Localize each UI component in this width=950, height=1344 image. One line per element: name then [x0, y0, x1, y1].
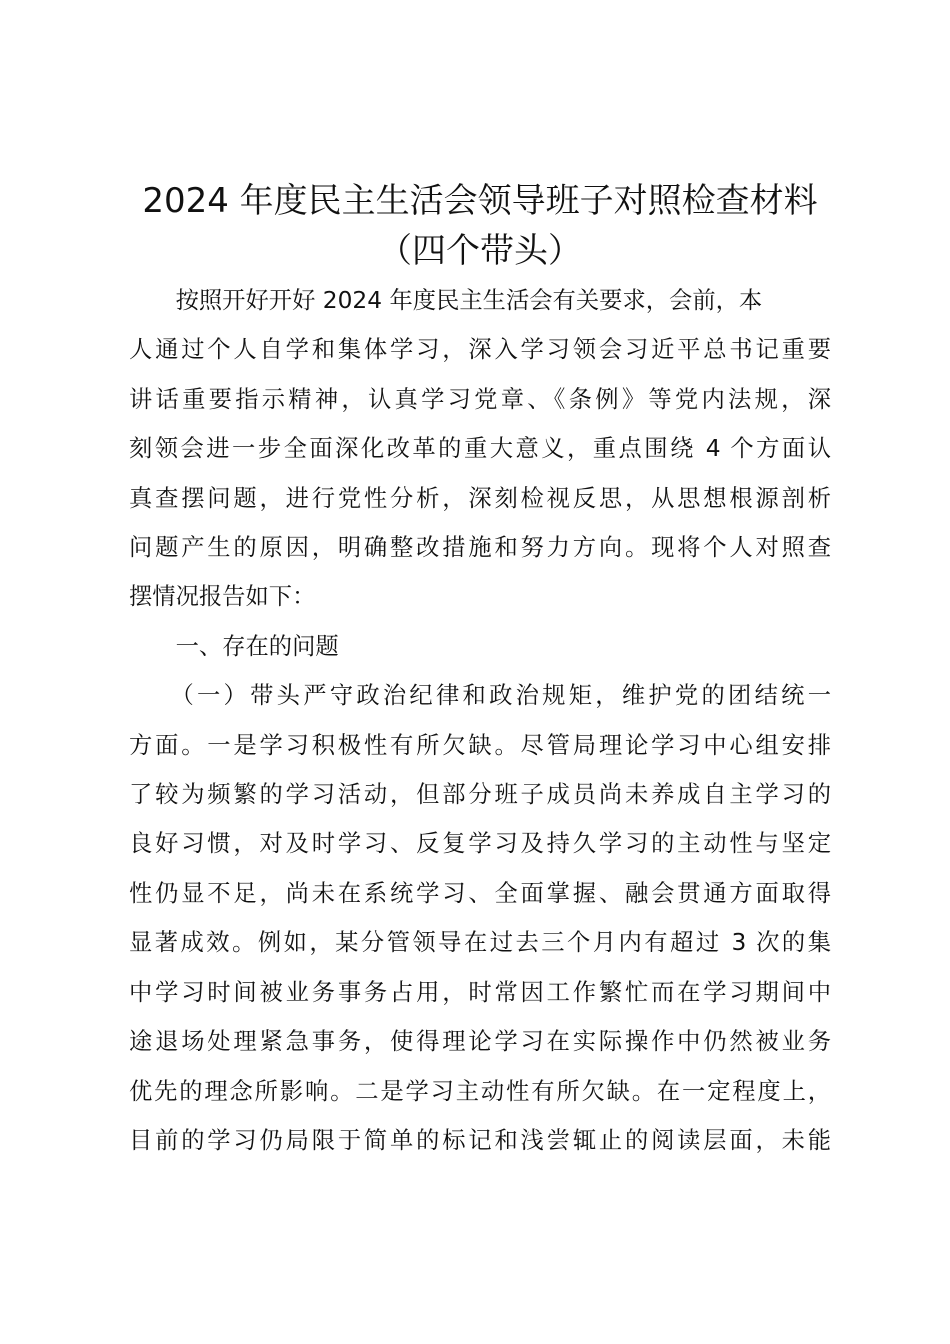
paragraph-section-1-line: 优先的理念所影响。二是学习主动性有所欠缺。在一定程度上， [129, 1077, 831, 1105]
paragraph-section-1-line: （一）带头严守政治纪律和政治规矩，维护党的团结统一 [129, 682, 831, 710]
document-title [120, 176, 840, 276]
paragraph-intro-line: 刻领会进一步全面深化改革的重大意义，重点围绕 4 个方面认 [129, 435, 831, 463]
paragraph-intro-line: 真查摆问题，进行党性分析，深刻检视反思，从思想根源剖析 [129, 484, 831, 512]
paragraph-section-1-line: 方面。一是学习积极性有所欠缺。尽管局理论学习中心组安排 [129, 731, 831, 759]
paragraph-section-1-line: 良好习惯，对及时学习、反复学习及持久学习的主动性与坚定 [129, 830, 831, 858]
paragraph-section-1-line: 性仍显不足，尚未在系统学习、全面掌握、融会贯通方面取得 [129, 879, 831, 907]
paragraph-intro-line: 讲话重要指示精神，认真学习党章、《条例》等党内法规，深 [129, 385, 831, 413]
paragraph-section-1-line: 途退场处理紧急事务，使得理论学习在实际操作中仍然被业务 [129, 1028, 831, 1056]
paragraph-section-1-line: 中学习时间被业务事务占用，时常因工作繁忙而在学习期间中 [129, 978, 831, 1006]
paragraph-intro-line: 人通过个人自学和集体学习，深入学习领会习近平总书记重要 [129, 336, 831, 364]
section-heading: 一、存在的问题 [129, 632, 339, 660]
paragraph-section-1-line: 显著成效。例如，某分管领导在过去三个月内有超过 3 次的集 [129, 929, 831, 957]
title-line-1: 2024 年度民主生活会领导班子对照检查材料 [142, 181, 818, 221]
paragraph-intro-line: 摆情况报告如下： [129, 583, 316, 611]
paragraph-section-1-line: 目前的学习仍局限于简单的标记和浅尝辄止的阅读层面，未能 [129, 1126, 831, 1154]
document-body [129, 276, 831, 1165]
paragraph-intro-line: 按照开好开好 2024 年度民主生活会有关要求，会前，本 [129, 287, 763, 314]
paragraph-intro-line: 问题产生的原因，明确整改措施和努力方向。现将个人对照查 [129, 534, 831, 562]
title-line-2: （四个带头） [378, 231, 582, 271]
paragraph-section-1-line: 了较为频繁的学习活动，但部分班子成员尚未养成自主学习的 [129, 781, 831, 809]
